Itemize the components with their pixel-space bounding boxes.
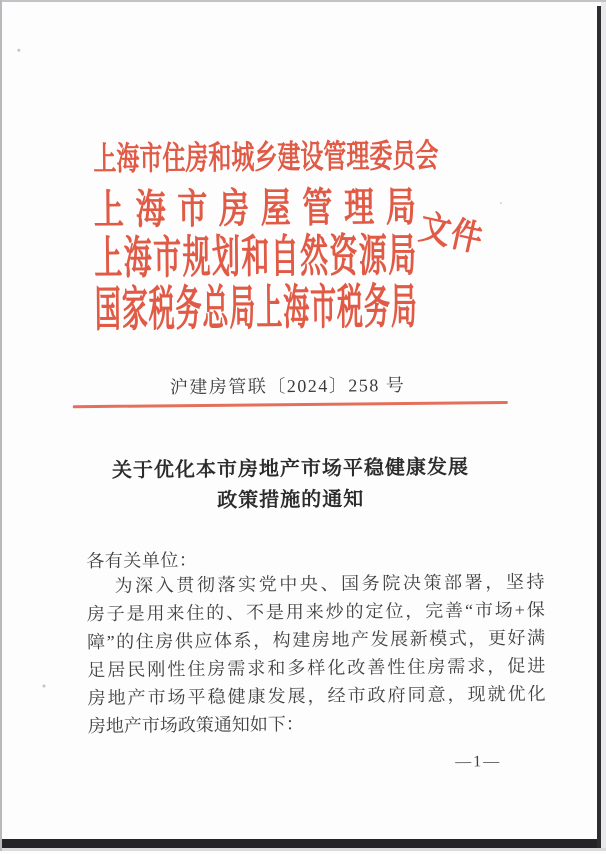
agency-name-line-4: 国 家 税 务 总 局 上 海 市 税 务 局 <box>94 280 418 337</box>
paragraph-line: 障”的住房供应体系，构建房地产发展新模式，更好满 <box>86 627 546 653</box>
salutation: 各有关单位： <box>86 550 198 572</box>
document-number: 沪建房管联〔2024〕258 号 <box>169 375 406 398</box>
page-number: —1— <box>455 753 502 771</box>
body-paragraph <box>86 568 546 740</box>
red-divider-line <box>73 401 508 408</box>
paragraph-line: 房子是用来住的、不是用来炒的定位，完善“市场+保 <box>86 599 545 625</box>
paragraph-line: 足居民刚性住房需求和多样化改善性住房需求，促进 <box>87 655 546 681</box>
agency-name-line-1: 上 海 市 住 房 和 城 乡 建 设 管 理 委 员 会 <box>93 138 439 178</box>
paragraph-line: 房地产市场平稳健康发展，经市政府同意，现就优化 <box>87 683 546 709</box>
scan-speck <box>17 49 20 52</box>
scan-speck <box>42 684 45 687</box>
paragraph-line: 房地产市场政策通知如下： <box>87 714 304 737</box>
document-title-line-1: 关于优化本市房地产市场平稳健康发展 <box>111 456 470 482</box>
document-title-line-2: 政策措施的通知 <box>217 488 365 512</box>
scan-speck <box>500 202 502 204</box>
paragraph-line: 为深入贯彻落实党中央、国务院决策部署，坚持 <box>114 571 545 596</box>
agency-name-line-3: 上 海 市 规 划 和 自 然 资 源 局 <box>94 231 417 285</box>
document-type-label: 文件 <box>415 206 487 260</box>
agency-name-line-2: 上 海 市 房 屋 管 理 局 <box>93 185 417 234</box>
